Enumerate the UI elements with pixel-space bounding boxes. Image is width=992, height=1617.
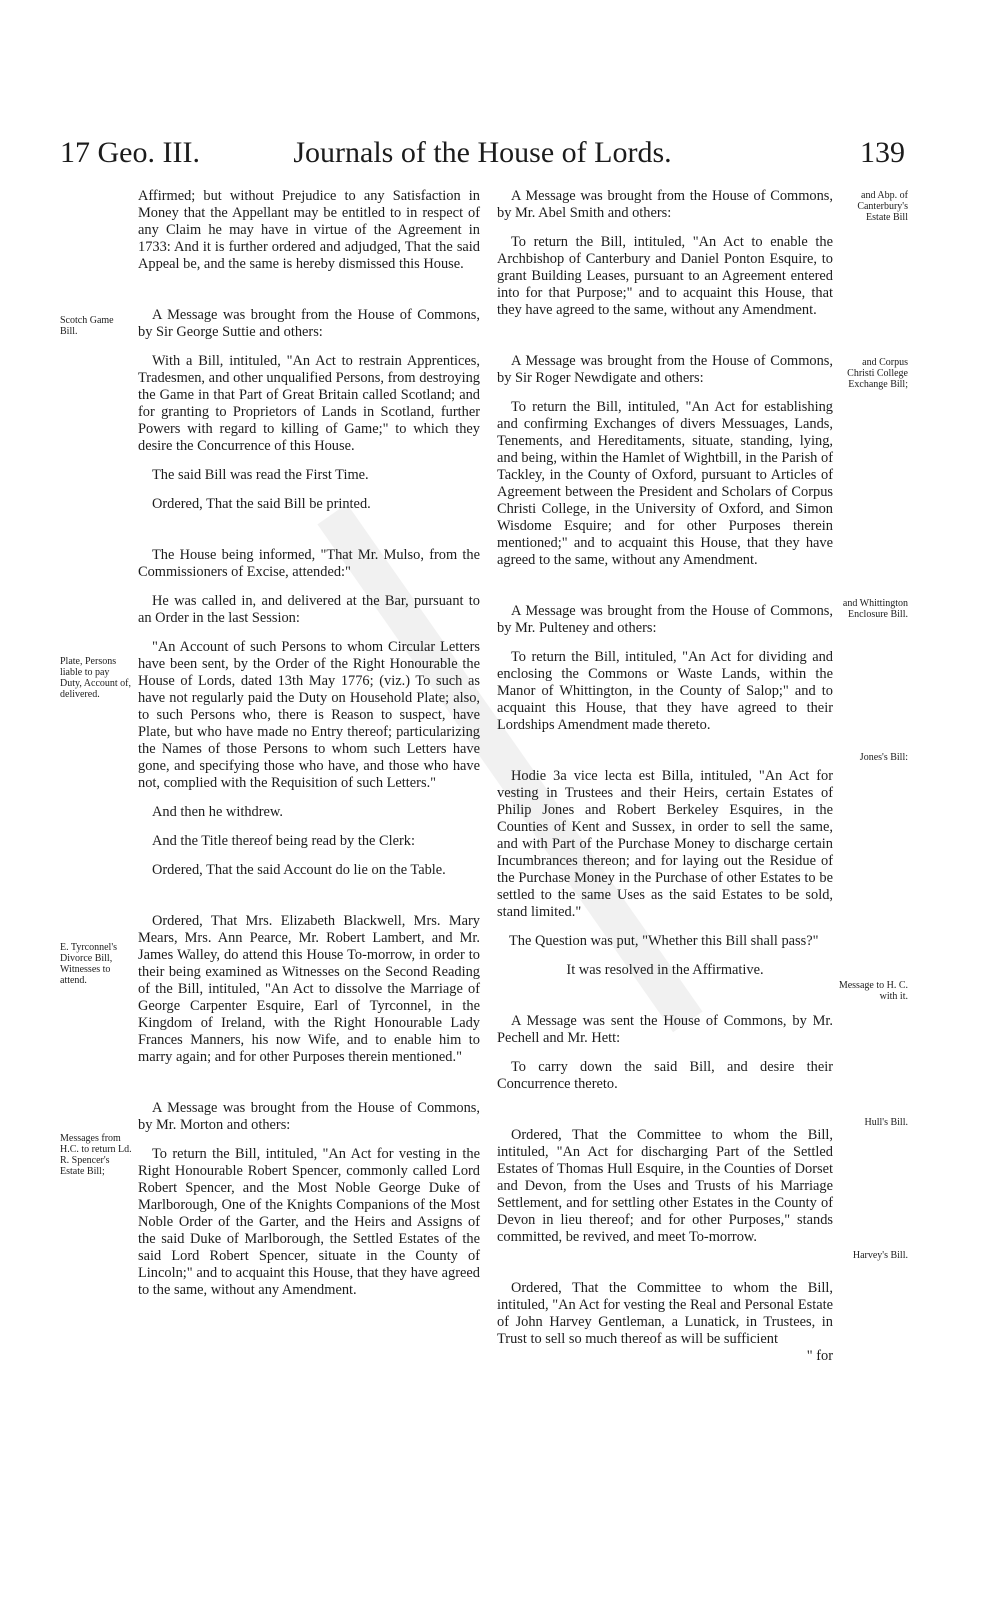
- paragraph: The House being informed, "That Mr. Mulso, from the Commissioners of Excise, attended:": [138, 547, 480, 580]
- paragraph: Ordered, That the Committee to whom the Bill, intituled, "An Act for vesting the Real and Personal Estate of John Harvey Gentleman, a Lunatick, in Trustees, in Trust to sell so much thereof as will be sufficient: [497, 1280, 833, 1347]
- paragraph: Ordered, That the said Account do lie on the Table.: [152, 862, 446, 878]
- paragraph: A Message was sent the House of Commons, by Mr. Pechell and Mr. Hett:: [497, 1013, 833, 1046]
- paragraph: He was called in, and delivered at the Bar, pursuant to an Order in the last Session:: [138, 593, 480, 626]
- margin-note: Plate, Persons liable to pay Duty, Account of, delivered.: [60, 656, 132, 700]
- margin-note: Hull's Bill.: [864, 1117, 908, 1128]
- page-number: 139: [860, 136, 905, 169]
- catchword: " for: [806, 1348, 833, 1364]
- journal-title: Journals of the House of Lords.: [293, 136, 672, 169]
- paragraph: A Message was brought from the House of Commons, by Mr. Morton and others:: [138, 1100, 480, 1133]
- paragraph: The Question was put, "Whether this Bill shall pass?": [509, 933, 819, 949]
- paragraph: To return the Bill, intituled, "An Act for establishing and confirming Exchanges of divers Messuages, Lands, Tenements, and Hereditaments, situate, standing, lying, and being, within the Hamlet of Wightbill, in the Parish of Tackley, in the County of Oxford, pursuant to Articles of Agreement between the President and Scholars of Corpus Christi College, in the University of Oxford, and Simon Wisdome Esquire; and for other Purposes therein mentioned;" and to acquaint this House, that they have agreed to the same, without any Amendment.: [497, 399, 833, 568]
- paragraph: Ordered, That the said Bill be printed.: [152, 496, 371, 512]
- paragraph: To return the Bill, intituled, "An Act for vesting in the Right Honourable Robert Spencer, commonly called Lord Robert Spencer, and the Most Noble George Duke of Marlborough, One of the Knights Companions of the Most Noble Order of the Garter, and the Heirs and Assigns of the said Duke of Marlborough, the Settled Estates of the said Lord Robert Spencer, situate in the County of Lincoln;" and to acquaint this House, that they have agreed to the same, without any Amendment.: [138, 1146, 480, 1298]
- paragraph: To return the Bill, intituled, "An Act to enable the Archbishop of Canterbury and Daniel Ponton Esquire, to grant Building Leases, pursuant to an Agreement entered into for that Purpose;" and to acquaint this House, that they have agreed to the same, without any Amendment.: [497, 234, 833, 318]
- margin-note: Message to H. C. with it.: [838, 980, 908, 1002]
- margin-note: Scotch Game Bill.: [60, 315, 114, 337]
- paragraph: It was resolved in the Affirmative.: [566, 962, 764, 978]
- paragraph: A Message was brought from the House of Commons, by Mr. Pulteney and others:: [497, 603, 833, 636]
- paragraph: A Message was brought from the House of Commons, by Mr. Abel Smith and others:: [497, 188, 833, 221]
- paragraph: To return the Bill, intituled, "An Act for dividing and enclosing the Commons or Waste Lands, within the Manor of Whittington, in the County of Salop;" and to acquaint this House, that they have agreed to their Lordships Amendment made thereto.: [497, 649, 833, 733]
- paragraph: A Message was brought from the House of Commons, by Sir Roger Newdigate and others:: [497, 353, 833, 386]
- paragraph: Hodie 3a vice lecta est Billa, intituled, "An Act for vesting in Trustees and their Heirs, certain Estates of Philip Jones and Robert Berkeley Esquires, in the Counties of Kent and Sussex, in order to sell the same, and with Part of the Purchase Money to discharge certain Incumbrances thereon; and for laying out the Residue of the Purchase Money in the Purchase of other Estates to be settled to the same Uses as the said Estates to be sold, stand limited.": [497, 768, 833, 920]
- margin-note: and Whittington Enclosure Bill.: [842, 598, 908, 620]
- paragraph: "An Account of such Persons to whom Circular Letters have been sent, by the Order of the Right Honourable the House of Lords, dated 13th May 1776; (viz.) To such as have not regularly paid the Duty on Household Plate; also, to such Persons who, there is Reason to suspect, have Plate, but who have made no Entry thereof; particularizing the Names of those Persons to whom such Letters have gone, and specifying those who have, and those who have not, complied with the Requisition of such Letters.": [138, 639, 480, 791]
- right-column: [497, 188, 833, 1365]
- margin-note: Harvey's Bill.: [852, 1250, 908, 1261]
- left-column: [138, 188, 480, 1311]
- page-header: [60, 136, 905, 180]
- paragraph: Ordered, That the Committee to whom the Bill, intituled, "An Act for discharging Part of the Settled Estates of Thomas Hull Esquire, in the Counties of Dorset and Devon, from the Uses and Trusts of his Marriage Settlement, and for settling other Estates in the County of Devon in lieu thereof; and for other Purposes," stands committed, be revived, and meet To-morrow.: [497, 1127, 833, 1245]
- margin-note: E. Tyrconnel's Divorce Bill, Witnesses to attend.: [60, 942, 118, 986]
- session-label: 17 Geo. III.: [60, 136, 200, 169]
- paragraph: And the Title thereof being read by the Clerk:: [152, 833, 415, 849]
- margin-note: Jones's Bill:: [859, 752, 908, 763]
- paragraph: With a Bill, intituled, "An Act to restrain Apprentices, Tradesmen, and other unqualified Persons, from destroying the Game in that Part of Great Britain called Scotland; and for granting to Proprietors of Lands in Scotland, further Powers with regard to killing of Game;" to which they desire the Concurrence of this House.: [138, 353, 480, 454]
- paragraph: And then he withdrew.: [152, 804, 283, 820]
- margin-note: and Abp. of Canterbury's Estate Bill: [857, 190, 908, 223]
- paragraph: Ordered, That Mrs. Elizabeth Blackwell, Mrs. Mary Mears, Mrs. Ann Pearce, Mr. Robert Lambert, and Mr. James Walley, do attend this House To-morrow, in order to their being examined as Witnesses on the Second Reading of the Bill, intituled, "An Act to dissolve the Marriage of George Carpenter Esquire, Earl of Tyrconnel, in the Kingdom of Ireland, with the Right Honourable Lady Frances Manners, his now Wife, and to enable him to marry again; and for other Purposes therein mentioned.": [138, 913, 480, 1065]
- margin-note: Messages from H.C. to return Ld. R. Spencer's Estate Bill;: [60, 1133, 132, 1177]
- margin-note: and Corpus Christi College Exchange Bill;: [847, 357, 908, 390]
- paragraph: Affirmed; but without Prejudice to any Satisfaction in Money that the Appellant may be entitled to in respect of any Claim he may have in virtue of the Agreement in 1733: And it is further ordered and adjudged, That the said Appeal be, and the same is hereby dismissed this House.: [138, 188, 480, 272]
- paragraph: The said Bill was read the First Time.: [152, 467, 369, 483]
- paragraph: To carry down the said Bill, and desire their Concurrence thereto.: [497, 1059, 833, 1092]
- paragraph: A Message was brought from the House of Commons, by Sir George Suttie and others:: [138, 307, 480, 340]
